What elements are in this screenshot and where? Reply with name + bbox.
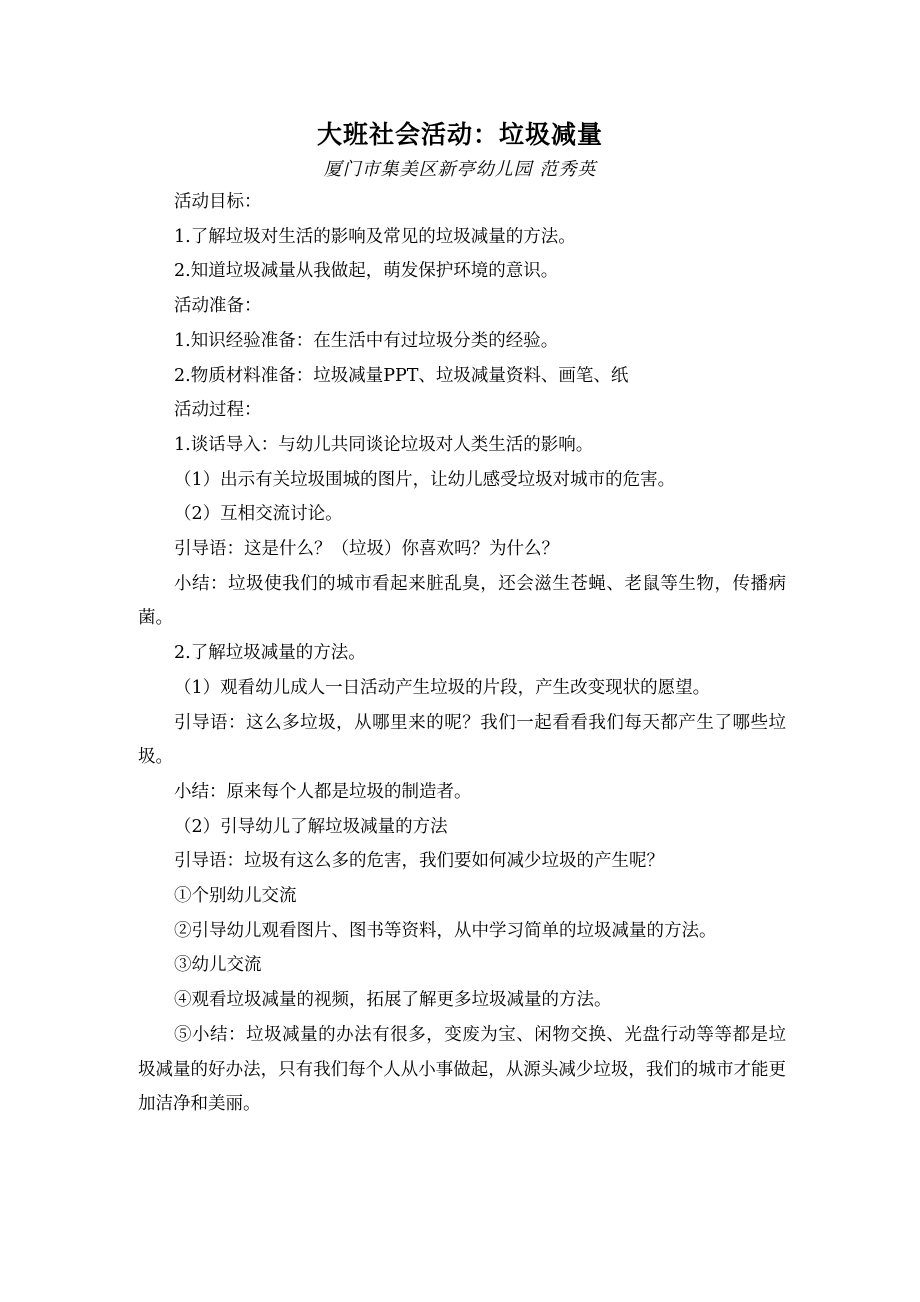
paragraph: ④观看垃圾减量的视频，拓展了解更多垃圾减量的方法。 bbox=[174, 990, 612, 1011]
paragraph: ⑤小结：垃圾减量的办法有很多，变废为宝、闲物交换、光盘行动等等都是垃圾减量的好办法，只有我们每个人从小事做起，从源头减少垃圾，我们的城市才能更加洁净和美丽。 bbox=[138, 1024, 786, 1115]
paragraph: （2）引导幼儿了解垃圾减量的方法 bbox=[174, 816, 448, 837]
section-heading: 活动准备： bbox=[174, 296, 262, 317]
section-heading: 活动过程： bbox=[174, 400, 262, 421]
paragraph: 2.了解垃圾减量的方法。 bbox=[174, 643, 366, 664]
document-title: 大班社会活动：垃圾减量 bbox=[316, 120, 603, 149]
paragraph: ①个别幼儿交流 bbox=[174, 886, 297, 907]
paragraph: 引导语：这是什么？（垃圾）你喜欢吗？为什么？ bbox=[174, 539, 559, 560]
paragraph: （2）互相交流讨论。 bbox=[174, 504, 343, 525]
document-body bbox=[138, 185, 786, 1122]
paragraph: 引导语：垃圾有这么多的危害，我们要如何减少垃圾的产生呢？ bbox=[174, 851, 664, 872]
paragraph: 1.谈话导入：与幼儿共同谈论垃圾对人类生活的影响。 bbox=[174, 434, 594, 455]
paragraph: 小结：原来每个人都是垃圾的制造者。 bbox=[174, 781, 472, 802]
paragraph: （1）出示有关垃圾围城的图片，让幼儿感受垃圾对城市的危害。 bbox=[174, 469, 676, 490]
paragraph: ②引导幼儿观看图片、图书等资料，从中学习简单的垃圾减量的方法。 bbox=[174, 920, 717, 941]
section-heading: 活动目标： bbox=[174, 192, 262, 212]
paragraph: 2.知道垃圾减量从我做起，萌发保护环境的意识。 bbox=[174, 261, 559, 282]
paragraph: 1.知识经验准备：在生活中有过垃圾分类的经验。 bbox=[174, 330, 559, 351]
author-byline: 厦门市集美区新亭幼儿园 范秀英 bbox=[323, 159, 597, 180]
paragraph: （1）观看幼儿成人一日活动产生垃圾的片段，产生改变现状的愿望。 bbox=[174, 677, 711, 698]
paragraph: 小结：垃圾使我们的城市看起来脏乱臭，还会滋生苍蝇、老鼠等生物，传播病菌。 bbox=[138, 573, 786, 629]
paragraph: ③幼儿交流 bbox=[174, 955, 262, 976]
paragraph: 2.物质材料准备：垃圾减量PPT、垃圾减量资料、画笔、纸 bbox=[174, 365, 629, 386]
paragraph: 引导语：这么多垃圾，从哪里来的呢？我们一起看看我们每天都产生了哪些垃圾。 bbox=[138, 712, 786, 768]
paragraph: 1.了解垃圾对生活的影响及常见的垃圾减量的方法。 bbox=[174, 226, 576, 247]
